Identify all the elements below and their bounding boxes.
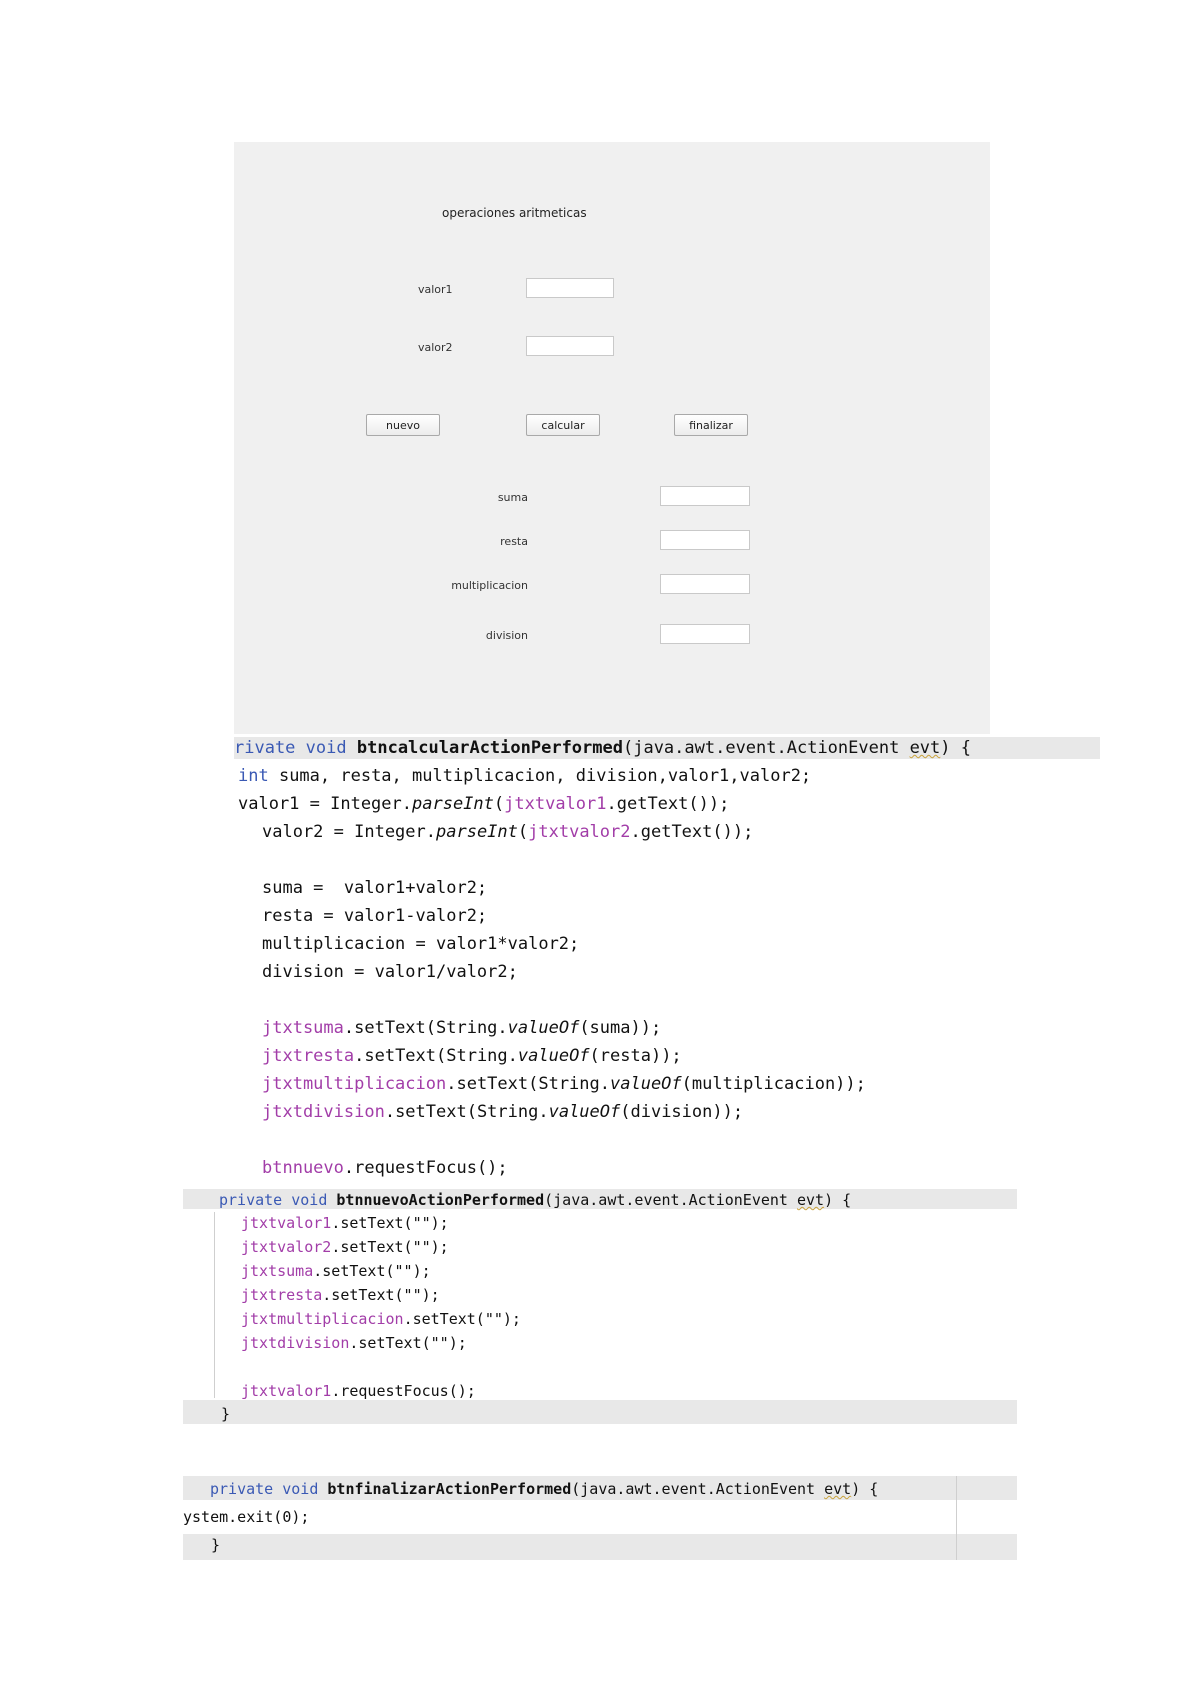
code-line: valor1 = Integer.parseInt(jtxtvalor1.getText()); — [238, 794, 730, 814]
code-line: btnnuevo.requestFocus(); — [262, 1158, 508, 1178]
code3-margin-line — [956, 1476, 957, 1560]
valor2-input[interactable] — [526, 336, 614, 356]
code-line: jtxtdivision.setText(String.valueOf(division)); — [262, 1102, 744, 1122]
code-line: private void btnnuevoActionPerformed(java.awt.event.ActionEvent evt) { — [219, 1191, 852, 1209]
code-line: suma = valor1+valor2; — [262, 878, 488, 898]
multiplicacion-output[interactable] — [660, 574, 750, 594]
label-division: division — [485, 629, 528, 642]
code-line: } — [221, 1405, 231, 1423]
code-line: ystem.exit(0); — [183, 1508, 310, 1526]
code-line: jtxtvalor1.setText(""); — [241, 1214, 449, 1232]
code-line: jtxtsuma.setText(String.valueOf(suma)); — [262, 1018, 662, 1038]
code-line: jtxtmultiplicacion.setText(String.valueOf(multiplicacion)); — [262, 1074, 866, 1094]
code-btnnuevo — [219, 1190, 852, 1423]
code-line: valor2 = Integer.parseInt(jtxtvalor2.getText()); — [262, 822, 754, 842]
form-window — [234, 142, 990, 734]
label-valor1: valor1 — [418, 283, 453, 296]
code2-gutter-line — [214, 1212, 215, 1398]
code-line: resta = valor1-valor2; — [262, 906, 488, 926]
code-line: } — [211, 1536, 221, 1554]
code-line: jtxtsuma.setText(""); — [241, 1262, 431, 1280]
calcular-button[interactable]: calcular — [526, 414, 600, 436]
code-line: jtxtvalor2.setText(""); — [241, 1238, 449, 1256]
resta-output[interactable] — [660, 530, 750, 550]
form-title: operaciones aritmeticas — [442, 206, 587, 220]
code-line: division = valor1/valor2; — [262, 962, 518, 982]
label-valor2: valor2 — [418, 341, 453, 354]
nuevo-button[interactable]: nuevo — [366, 414, 440, 436]
code-line: jtxtresta.setText(String.valueOf(resta)); — [262, 1046, 682, 1066]
suma-output[interactable] — [660, 486, 750, 506]
label-multiplicacion: multiplicacion — [451, 579, 528, 592]
code-line: private void btnfinalizarActionPerformed(java.awt.event.ActionEvent evt) { — [210, 1480, 879, 1498]
code-line: rivate void btncalcularActionPerformed(java.awt.event.ActionEvent evt) { — [234, 738, 971, 758]
code-line: multiplicacion = valor1*valor2; — [262, 934, 580, 954]
label-resta: resta — [500, 535, 528, 548]
code-line: jtxtmultiplicacion.setText(""); — [241, 1310, 521, 1328]
finalizar-button[interactable]: finalizar — [674, 414, 748, 436]
code-line: jtxtdivision.setText(""); — [241, 1334, 467, 1352]
code-btnfinalizar — [183, 1479, 879, 1559]
code-line: jtxtresta.setText(""); — [241, 1286, 440, 1304]
code-btncalcular — [234, 737, 971, 1178]
code2-footer-highlight — [183, 1400, 1017, 1424]
code-line: int suma, resta, multiplicacion, division,valor1,valor2; — [238, 766, 812, 786]
valor1-input[interactable] — [526, 278, 614, 298]
division-output[interactable] — [660, 624, 750, 644]
code3-footer-highlight — [183, 1534, 1017, 1560]
label-suma: suma — [497, 491, 528, 504]
code-line: jtxtvalor1.requestFocus(); — [241, 1382, 476, 1400]
